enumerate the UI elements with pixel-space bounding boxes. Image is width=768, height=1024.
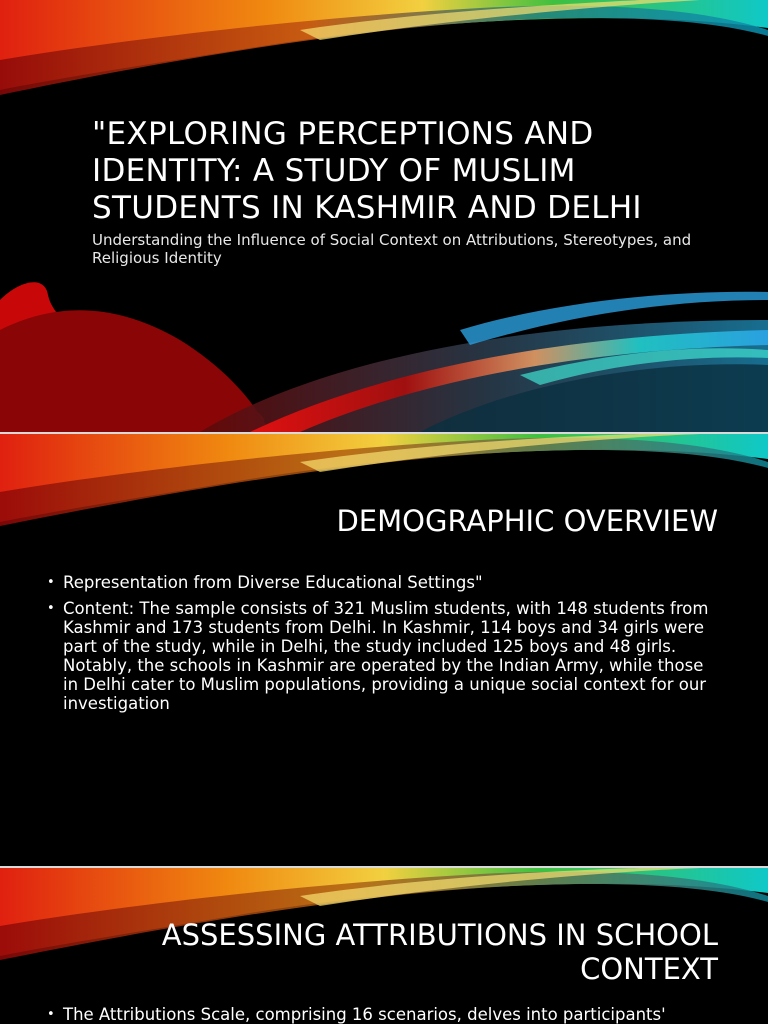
bullet-item: • The Attributions Scale, comprising 16 scenarios, delves into participants' bbox=[45, 1005, 715, 1024]
slide-title: ASSESSING ATTRIBUTIONS IN SCHOOL CONTEXT bbox=[161, 918, 718, 986]
attributions-slide bbox=[0, 868, 768, 1024]
demographic-slide bbox=[0, 434, 768, 866]
slide-subtitle: Understanding the Influence of Social Context on Attributions, Stereotypes, and Religious Identity bbox=[92, 231, 692, 267]
title-slide bbox=[0, 0, 768, 432]
slide-title: "EXPLORING PERCEPTIONS AND IDENTITY: A STUDY OF MUSLIM STUDENTS IN KASHMIR AND DELHI bbox=[92, 116, 642, 226]
slide-title: DEMOGRAPHIC OVERVIEW bbox=[336, 504, 718, 538]
bullet-list bbox=[45, 573, 715, 720]
bullet-list bbox=[45, 1005, 715, 1024]
bullet-item: • Representation from Diverse Educational Settings" bbox=[45, 573, 715, 592]
bullet-item: • Content: The sample consists of 321 Muslim students, with 148 students from Kashmir and 173 students from Delhi. In Kashmir, 114 boys and 34 girls were part of the study, while in Delhi, the study included 125 boys and 48 girls. Notably, the schools in Kashmir are operated by the Indian Army, while those in Delhi cater to Muslim populations, providing a unique social context for our investigation bbox=[45, 599, 715, 713]
